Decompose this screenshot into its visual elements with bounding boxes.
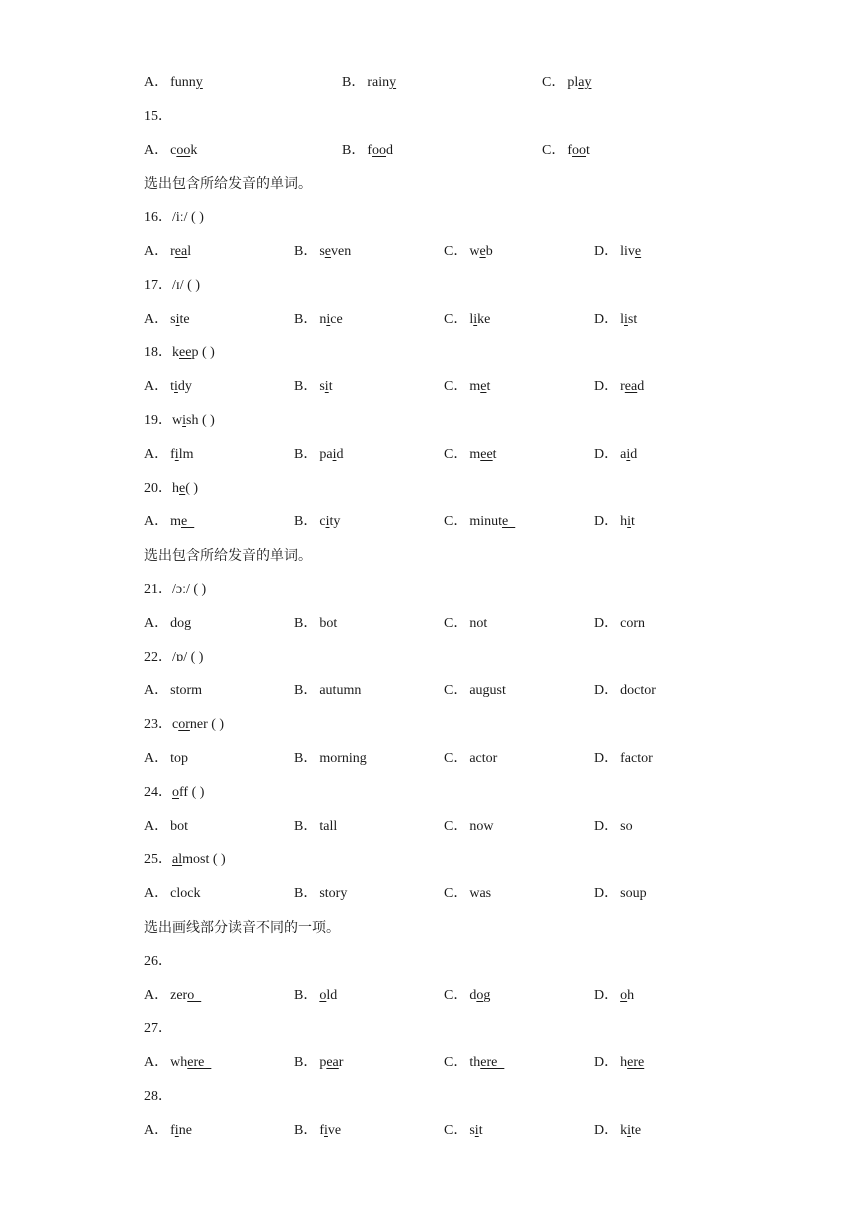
question-stem: [144, 412, 215, 430]
question-stem: [144, 953, 172, 971]
text-segment: st: [627, 312, 638, 327]
option-letter: C．: [444, 379, 468, 394]
answer-option[interactable]: [144, 615, 191, 633]
text-segment: pa: [319, 447, 333, 462]
option-letter: D．: [594, 447, 619, 462]
underlined-letters: i: [182, 413, 187, 428]
underlined-letters: i: [474, 1123, 479, 1138]
underlined-letters: ea: [174, 244, 188, 259]
option-letter: B．: [294, 886, 318, 901]
text-segment: wh: [170, 1055, 188, 1070]
underlined-letters: o: [187, 988, 202, 1003]
option-letter: C．: [444, 683, 468, 698]
text-segment: 26．: [144, 954, 172, 969]
text-segment: s: [319, 379, 325, 394]
underlined-letters: i: [626, 447, 631, 462]
text-segment: factor: [620, 751, 653, 766]
answer-option[interactable]: [294, 311, 343, 329]
option-letter: B．: [294, 244, 318, 259]
option-letter: C．: [542, 143, 566, 158]
underlined-letters: i: [324, 379, 329, 394]
option-letter: B．: [294, 1123, 318, 1138]
underlined-letters: i: [174, 1123, 179, 1138]
option-letter: C．: [444, 886, 468, 901]
answer-option[interactable]: [444, 818, 493, 836]
text-segment: liv: [620, 244, 635, 259]
text-segment: m: [469, 447, 481, 462]
underlined-letters: e: [179, 481, 186, 496]
text-segment: ce: [330, 312, 343, 327]
text-segment: 18．k: [144, 345, 179, 360]
text-segment: p ( ): [191, 345, 215, 360]
answer-option[interactable]: [144, 750, 188, 768]
text-segment: s: [170, 312, 176, 327]
text-segment: doctor: [620, 683, 656, 698]
text-segment: minut: [469, 514, 503, 529]
option-letter: C．: [444, 1123, 468, 1138]
underlined-letters: i: [325, 514, 330, 529]
text-segment: bot: [170, 819, 189, 834]
option-letter: B．: [342, 143, 366, 158]
section-instruction: 选出包含所给发音的单词。: [144, 176, 312, 192]
answer-option[interactable]: [594, 615, 645, 633]
answer-option[interactable]: [294, 615, 337, 633]
option-letter: D．: [594, 244, 619, 259]
text-segment: c: [170, 143, 177, 158]
option-letter: A．: [144, 683, 169, 698]
option-letter: D．: [594, 514, 619, 529]
answer-option[interactable]: [144, 513, 194, 531]
option-letter: D．: [594, 683, 619, 698]
answer-option[interactable]: [594, 818, 633, 836]
option-letter: D．: [594, 819, 619, 834]
answer-option[interactable]: [594, 750, 653, 768]
answer-option[interactable]: [144, 1054, 211, 1072]
underlined-letters: ere: [480, 1055, 505, 1070]
text-segment: actor: [469, 751, 498, 766]
text-segment: te: [179, 312, 190, 327]
answer-option[interactable]: [444, 987, 490, 1005]
text-segment: l: [187, 244, 192, 259]
text-segment: was: [469, 886, 492, 901]
text-segment: soup: [620, 886, 647, 901]
text-segment: so: [620, 819, 633, 834]
text-segment: dog: [170, 616, 192, 631]
text-segment: m: [469, 379, 481, 394]
text-segment: 17．/ɪ/ ( ): [144, 278, 200, 293]
text-segment: sh ( ): [186, 413, 215, 428]
option-letter: B．: [294, 683, 318, 698]
option-letter: C．: [444, 1055, 468, 1070]
text-segment: ld: [326, 988, 338, 1003]
text-segment: t: [586, 143, 590, 158]
answer-option[interactable]: [294, 1122, 341, 1140]
text-segment: l: [620, 312, 625, 327]
answer-option[interactable]: [294, 446, 343, 464]
option-letter: B．: [294, 312, 318, 327]
text-segment: t: [328, 379, 333, 394]
text-segment: 22．/ɒ/ ( ): [144, 650, 204, 665]
text-segment: g: [483, 988, 491, 1003]
question-stem: [144, 784, 204, 802]
underlined-letters: ere: [627, 1055, 645, 1070]
option-letter: B．: [294, 379, 318, 394]
underlined-letters: i: [174, 447, 179, 462]
text-segment: t: [631, 514, 635, 529]
question-stem: [144, 108, 172, 126]
text-segment: t: [492, 447, 497, 462]
answer-option[interactable]: [594, 446, 637, 464]
option-letter: C．: [444, 988, 468, 1003]
option-letter: A．: [144, 616, 169, 631]
text-segment: t: [486, 379, 491, 394]
option-letter: A．: [144, 244, 169, 259]
option-letter: C．: [444, 447, 468, 462]
section-instruction: 选出画线部分读音不同的一项。: [144, 920, 340, 936]
answer-option[interactable]: [144, 446, 193, 464]
answer-option[interactable]: [294, 513, 340, 531]
underlined-letters: ee: [480, 447, 493, 462]
text-segment: h: [620, 514, 628, 529]
text-segment: t: [478, 1123, 483, 1138]
text-segment: k: [620, 1123, 628, 1138]
answer-option[interactable]: [144, 818, 188, 836]
option-letter: B．: [294, 819, 318, 834]
answer-option[interactable]: [594, 1054, 644, 1072]
underlined-letters: al: [172, 852, 183, 867]
option-letter: C．: [444, 514, 468, 529]
text-segment: h: [627, 988, 635, 1003]
option-letter: B．: [294, 616, 318, 631]
option-letter: B．: [294, 447, 318, 462]
text-segment: funn: [170, 75, 196, 90]
text-segment: ner ( ): [189, 717, 225, 732]
answer-option[interactable]: [144, 987, 201, 1005]
underlined-letters: ee: [179, 345, 192, 360]
question-stem: [144, 581, 206, 599]
option-letter: A．: [144, 988, 169, 1003]
text-segment: h: [620, 1055, 628, 1070]
text-segment: dy: [177, 379, 192, 394]
question-stem: [144, 716, 224, 734]
text-segment: r: [620, 379, 625, 394]
text-segment: b: [485, 244, 493, 259]
text-segment: f: [367, 143, 373, 158]
text-segment: l: [469, 312, 474, 327]
underlined-letters: e: [480, 379, 487, 394]
answer-option[interactable]: [444, 243, 493, 261]
option-letter: C．: [444, 819, 468, 834]
option-letter: D．: [594, 1123, 619, 1138]
text-segment: 24．: [144, 785, 172, 800]
answer-option[interactable]: [144, 74, 203, 92]
underlined-letters: i: [324, 1123, 328, 1138]
option-letter: A．: [144, 886, 169, 901]
text-segment: morning: [319, 751, 367, 766]
text-segment: d: [630, 447, 638, 462]
option-letter: B．: [294, 514, 318, 529]
option-letter: B．: [342, 75, 366, 90]
option-letter: A．: [144, 75, 169, 90]
answer-option[interactable]: [542, 142, 590, 160]
answer-option[interactable]: [294, 885, 347, 903]
answer-option[interactable]: [294, 818, 337, 836]
answer-option[interactable]: [444, 1122, 483, 1140]
option-letter: D．: [594, 751, 619, 766]
underlined-letters: oo: [572, 143, 587, 158]
option-letter: A．: [144, 379, 169, 394]
answer-option[interactable]: [444, 885, 491, 903]
option-letter: D．: [594, 886, 619, 901]
answer-option[interactable]: [444, 615, 487, 633]
answer-option[interactable]: [342, 74, 396, 92]
underlined-letters: ay: [578, 75, 592, 90]
underlined-letters: o: [476, 988, 484, 1003]
underlined-letters: y: [389, 75, 397, 90]
answer-option[interactable]: [542, 74, 591, 92]
text-segment: tall: [319, 819, 338, 834]
text-segment: 21．/ɔː/ ( ): [144, 582, 207, 597]
option-letter: C．: [444, 616, 468, 631]
option-letter: B．: [294, 988, 318, 1003]
text-segment: f: [319, 1123, 325, 1138]
underlined-letters: oo: [176, 143, 191, 158]
option-letter: B．: [294, 1055, 318, 1070]
text-segment: w: [469, 244, 480, 259]
answer-option[interactable]: [444, 513, 515, 531]
text-segment: autumn: [319, 683, 362, 698]
text-segment: most ( ): [182, 852, 226, 867]
option-letter: C．: [444, 751, 468, 766]
text-segment: n: [319, 312, 327, 327]
text-segment: bot: [319, 616, 338, 631]
underlined-letters: i: [174, 379, 178, 394]
answer-option[interactable]: [144, 1122, 192, 1140]
text-segment: storm: [170, 683, 203, 698]
answer-option[interactable]: [144, 378, 192, 396]
answer-option[interactable]: [144, 885, 200, 903]
text-segment: zer: [170, 988, 188, 1003]
underlined-letters: i: [627, 1123, 632, 1138]
question-stem: [144, 649, 203, 667]
answer-option[interactable]: [342, 142, 393, 160]
option-letter: A．: [144, 312, 169, 327]
option-letter: C．: [444, 312, 468, 327]
answer-option[interactable]: [294, 750, 367, 768]
answer-option[interactable]: [144, 311, 190, 329]
answer-option[interactable]: [444, 378, 490, 396]
option-letter: D．: [594, 616, 619, 631]
underlined-letters: o: [620, 988, 628, 1003]
answer-option[interactable]: [144, 243, 191, 261]
underlined-letters: e: [324, 244, 332, 259]
text-segment: story: [319, 886, 348, 901]
answer-option[interactable]: [594, 987, 634, 1005]
text-segment: corn: [620, 616, 646, 631]
answer-option[interactable]: [444, 750, 497, 768]
underlined-letters: e: [181, 514, 195, 529]
option-letter: C．: [444, 244, 468, 259]
text-segment: th: [469, 1055, 481, 1070]
text-segment: r: [338, 1055, 344, 1070]
underlined-letters: ea: [624, 379, 638, 394]
option-letter: A．: [144, 751, 169, 766]
answer-option[interactable]: [594, 378, 644, 396]
text-segment: d: [469, 988, 477, 1003]
text-segment: 15．: [144, 109, 172, 124]
option-letter: A．: [144, 143, 169, 158]
text-segment: t: [170, 379, 175, 394]
answer-option[interactable]: [594, 513, 635, 531]
text-segment: 25．: [144, 852, 172, 867]
answer-option[interactable]: [594, 682, 656, 700]
question-stem: [144, 344, 215, 362]
option-letter: D．: [594, 1055, 619, 1070]
text-segment: d: [336, 447, 344, 462]
text-segment: s: [469, 1123, 475, 1138]
option-letter: B．: [294, 751, 318, 766]
text-segment: m: [170, 514, 182, 529]
answer-option[interactable]: [594, 1122, 641, 1140]
answer-option[interactable]: [294, 243, 351, 261]
text-segment: clock: [170, 886, 201, 901]
text-segment: d: [386, 143, 394, 158]
question-stem: [144, 1020, 172, 1038]
underlined-letters: i: [326, 312, 331, 327]
underlined-letters: o: [172, 785, 179, 800]
question-stem: [144, 851, 226, 869]
option-letter: C．: [542, 75, 566, 90]
underlined-letters: e: [502, 514, 516, 529]
underlined-letters: i: [332, 447, 337, 462]
text-segment: f: [170, 447, 175, 462]
text-segment: 27．: [144, 1021, 172, 1036]
text-segment: lm: [178, 447, 194, 462]
text-segment: not: [469, 616, 488, 631]
text-segment: top: [170, 751, 189, 766]
question-stem: [144, 209, 204, 227]
text-segment: ven: [331, 244, 352, 259]
text-segment: ve: [327, 1123, 342, 1138]
question-stem: [144, 480, 198, 498]
text-segment: august: [469, 683, 506, 698]
answer-option[interactable]: [294, 378, 333, 396]
text-segment: rain: [367, 75, 390, 90]
text-segment: f: [567, 143, 573, 158]
text-segment: d: [637, 379, 645, 394]
text-segment: 23．c: [144, 717, 179, 732]
text-segment: 19．w: [144, 413, 183, 428]
underlined-letters: i: [175, 312, 180, 327]
option-letter: A．: [144, 819, 169, 834]
text-segment: c: [319, 514, 326, 529]
answer-option[interactable]: [294, 1054, 343, 1072]
answer-option[interactable]: [594, 243, 641, 261]
answer-option[interactable]: [444, 1054, 504, 1072]
answer-option[interactable]: [444, 446, 497, 464]
option-letter: A．: [144, 1055, 169, 1070]
underlined-letters: i: [627, 514, 632, 529]
answer-option[interactable]: [294, 987, 337, 1005]
answer-option[interactable]: [444, 682, 506, 700]
underlined-letters: i: [624, 312, 628, 327]
text-segment: ty: [329, 514, 341, 529]
text-segment: r: [170, 244, 175, 259]
text-segment: 28．: [144, 1089, 172, 1104]
text-segment: s: [319, 244, 325, 259]
option-letter: A．: [144, 447, 169, 462]
underlined-letters: ere: [187, 1055, 212, 1070]
underlined-letters: e: [634, 244, 642, 259]
text-segment: 20．h: [144, 481, 179, 496]
text-segment: ff ( ): [179, 785, 205, 800]
underlined-letters: e: [479, 244, 486, 259]
answer-option[interactable]: [144, 682, 202, 700]
answer-option[interactable]: [594, 885, 647, 903]
text-segment: ke: [477, 312, 491, 327]
text-segment: k: [190, 143, 198, 158]
option-letter: D．: [594, 988, 619, 1003]
text-segment: ne: [178, 1123, 192, 1138]
text-segment: 16．/iː/ ( ): [144, 210, 204, 225]
option-letter: D．: [594, 379, 619, 394]
option-letter: A．: [144, 1123, 169, 1138]
text-segment: a: [620, 447, 627, 462]
section-instruction: 选出包含所给发音的单词。: [144, 548, 312, 564]
answer-option[interactable]: [594, 311, 637, 329]
question-stem: [144, 1088, 172, 1106]
option-letter: A．: [144, 514, 169, 529]
underlined-letters: o: [319, 988, 327, 1003]
text-segment: te: [631, 1123, 642, 1138]
text-segment: f: [170, 1123, 175, 1138]
text-segment: pl: [567, 75, 579, 90]
option-letter: D．: [594, 312, 619, 327]
answer-option[interactable]: [294, 682, 361, 700]
answer-option[interactable]: [444, 311, 490, 329]
text-segment: ( ): [185, 481, 199, 496]
underlined-letters: y: [195, 75, 203, 90]
answer-option[interactable]: [144, 142, 197, 160]
text-segment: now: [469, 819, 494, 834]
underlined-letters: i: [473, 312, 478, 327]
underlined-letters: ea: [326, 1055, 339, 1070]
question-stem: [144, 277, 200, 295]
underlined-letters: or: [178, 717, 190, 732]
underlined-letters: oo: [372, 143, 387, 158]
text-segment: p: [319, 1055, 327, 1070]
